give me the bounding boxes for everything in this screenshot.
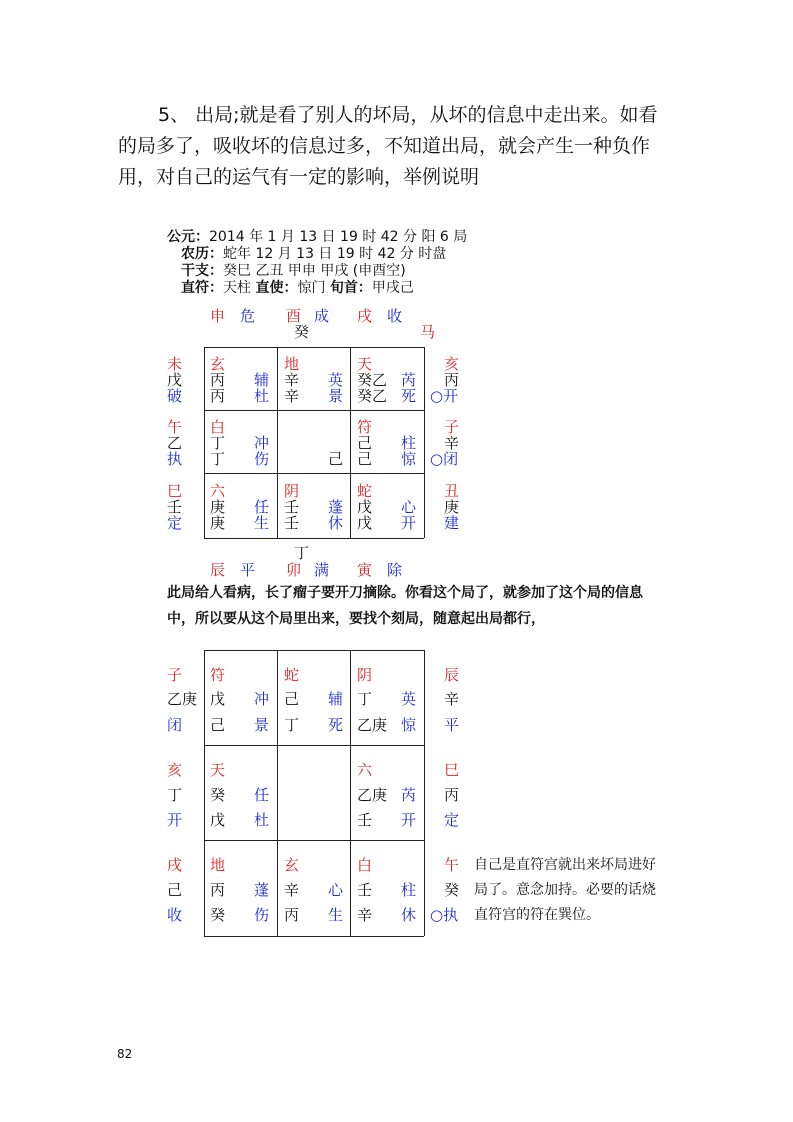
c1-r0c0-door: 杜: [254, 387, 270, 405]
c2-r0c0-deity: 符: [210, 666, 226, 684]
c1-r1c0-door: 伤: [254, 450, 270, 468]
left-stem-ren: 壬: [167, 498, 183, 516]
c1-r2c2-door: 开: [401, 514, 417, 532]
c2-left-stem-ding: 丁: [167, 786, 183, 804]
c2-left-officer-kai: 开: [167, 811, 183, 829]
c1-r1c0-deity: 白: [210, 418, 226, 436]
left-stem-yi: 乙: [167, 434, 183, 452]
c1-r1c2-deity: 符: [357, 418, 373, 436]
c1-r1c2-door: 惊: [401, 450, 417, 468]
top-branch-shen: 申: [210, 307, 226, 325]
c2-right-branch-chen: 辰: [444, 666, 460, 684]
c1-r2c2-deity: 蛇: [357, 482, 373, 500]
c2-r0c1-stem2: 丁: [284, 716, 300, 734]
paragraph-line-3: 用，对自己的运气有一定的影响，举例说明: [118, 166, 480, 188]
c1-r2c1-stem2: 壬: [284, 514, 300, 532]
c2-r0c2-door: 惊: [401, 716, 417, 734]
c2-r0c0-door: 景: [254, 716, 270, 734]
c2-r1c2-door: 开: [401, 811, 417, 829]
c2-r0c2-deity: 阴: [357, 666, 373, 684]
c1-r2c1-star: 蓬: [328, 498, 344, 516]
c2-r2c2-stem1: 壬: [357, 881, 373, 899]
top-branch-you: 酉: [286, 307, 302, 325]
gongyuan-label: 公元：: [167, 229, 209, 245]
top-officer-shou: 收: [387, 307, 403, 325]
ganzhi-label: 干支：: [181, 263, 223, 279]
c1-r0c0-star: 辅: [254, 371, 270, 389]
top-officer-cheng: 成: [314, 307, 330, 325]
c2-r0c0-stem2: 己: [210, 716, 226, 734]
right-branch-zi: 子: [444, 418, 460, 436]
horse-marker: 马: [420, 323, 436, 341]
zhishi-label: 直使：: [255, 280, 298, 296]
c2-left-branch-hai: 亥: [167, 761, 183, 779]
c2-left-officer-bi: 闭: [167, 716, 183, 734]
c2-r2c1-door: 生: [328, 906, 344, 924]
c1-r2c0-star: 任: [254, 498, 270, 516]
c2-r1c0-deity: 天: [210, 761, 226, 779]
c2-r1c0-star: 任: [254, 786, 270, 804]
right-stem-geng: 庚: [444, 498, 460, 516]
c2-r2c0-stem2: 癸: [210, 906, 226, 924]
bottom-branch-mao: 卯: [286, 561, 302, 579]
c2-r0c0-stem1: 戊: [210, 690, 226, 708]
c2-right-branch-si: 巳: [444, 761, 460, 779]
c2-r1c0-stem2: 戊: [210, 811, 226, 829]
left-officer-po: 破: [167, 387, 183, 405]
c2-r0c2-stem2: 乙庚: [357, 716, 388, 734]
nongli-line: [181, 246, 446, 263]
left-officer-zhi: 执: [167, 450, 183, 468]
c2-r2c2-deity: 白: [357, 856, 373, 874]
c2-right-stem-gui: 癸: [444, 881, 460, 899]
right-officer-bi: ○闭: [430, 450, 459, 468]
c2-r2c0-deity: 地: [210, 856, 226, 874]
c1-r0c2-door: 死: [401, 387, 417, 405]
c1-r1c2-stem2: 己: [357, 450, 373, 468]
c2-left-stem-ji: 己: [167, 881, 183, 899]
c2-r2c0-door: 伤: [254, 906, 270, 924]
c2-r0c0-star: 冲: [254, 690, 270, 708]
paragraph-line-2: 的局多了，吸收坏的信息过多，不知道出局，就会产生一种负作: [118, 135, 651, 157]
c1-r2c0-deity: 六: [210, 482, 226, 500]
bottom-extra-ding: 丁: [294, 544, 310, 562]
c1-r0c1-star: 英: [328, 371, 344, 389]
c1-r0c1-door: 景: [328, 387, 344, 405]
c1-r1c1-center-stem: 己: [328, 450, 344, 468]
c1-r0c1-stem2: 辛: [284, 387, 300, 405]
c1-r1c0-star: 冲: [254, 434, 270, 452]
c2-left-officer-shou: 收: [167, 906, 183, 924]
top-officer-wei: 危: [240, 307, 256, 325]
gongyuan-line: [167, 229, 467, 246]
bold-text-line-1: 此局给人看病，长了瘤子要开刀摘除。你看这个局了，就参加了这个局的信息: [167, 585, 643, 601]
c1-r2c0-door: 生: [254, 514, 270, 532]
c2-r1c2-deity: 六: [357, 761, 373, 779]
c1-r1c2-stem1: 己: [357, 434, 373, 452]
c1-r0c1-stem1: 辛: [284, 371, 300, 389]
top-branch-xu: 戌: [357, 307, 373, 325]
c2-r2c2-door: 休: [401, 906, 417, 924]
c2-r1c2-stem1: 乙庚: [357, 786, 388, 804]
c2-r2c2-star: 柱: [401, 881, 417, 899]
paragraph-line-1: 5、 出局;就是看了别人的坏局，从坏的信息中走出来。如看: [158, 104, 658, 126]
nongli-value: 蛇年 12 月 13 日 19 时 42 分 时盘: [223, 246, 447, 262]
xunshou-value: 甲戌己: [371, 280, 414, 296]
zhifu-line: [181, 280, 414, 297]
c2-r1c0-door: 杜: [254, 811, 270, 829]
left-officer-ding: 定: [167, 514, 183, 532]
c1-r0c2-star: 芮: [401, 371, 417, 389]
c1-r0c2-stem1: 癸乙: [357, 371, 388, 389]
c2-left-branch-xu: 戌: [167, 856, 183, 874]
page-number: 82: [117, 1047, 133, 1061]
c1-r0c0-deity: 玄: [210, 355, 226, 373]
c2-r0c1-door: 死: [328, 716, 344, 734]
right-stem-bing: 丙: [444, 371, 460, 389]
left-branch-wu: 午: [167, 418, 183, 436]
bold-text-line-2: 中，所以要从这个局里出来，要找个刻局，随意起出局都行，: [167, 611, 545, 627]
c2-left-branch-zi: 子: [167, 666, 183, 684]
c1-r2c2-star: 心: [401, 498, 417, 516]
c2-right-branch-wu: 午: [444, 856, 460, 874]
c1-r2c1-deity: 阴: [284, 482, 300, 500]
right-officer-kai: ○开: [430, 387, 459, 405]
bottom-officer-ping: 平: [240, 561, 256, 579]
right-branch-chou: 丑: [444, 482, 460, 500]
c1-r2c0-stem2: 庚: [210, 514, 226, 532]
c1-r2c1-stem1: 壬: [284, 498, 300, 516]
c1-r0c1-deity: 地: [284, 355, 300, 373]
bottom-officer-man: 满: [314, 561, 330, 579]
bottom-branch-yin: 寅: [357, 561, 373, 579]
c1-r2c0-stem1: 庚: [210, 498, 226, 516]
c2-r0c1-star: 辅: [328, 690, 344, 708]
c2-r0c2-star: 英: [401, 690, 417, 708]
bottom-officer-chu: 除: [387, 561, 403, 579]
bottom-branch-chen: 辰: [210, 561, 226, 579]
zhifu-value: 天柱: [223, 280, 256, 296]
c1-r0c2-stem2: 癸乙: [357, 387, 388, 405]
c2-r0c1-stem1: 己: [284, 690, 300, 708]
c2-right-officer-ping: 平: [444, 716, 460, 734]
c2-r2c1-deity: 玄: [284, 856, 300, 874]
zhifu-label: 直符：: [181, 280, 223, 296]
c2-r2c2-stem2: 辛: [357, 906, 373, 924]
c2-r1c0-stem1: 癸: [210, 786, 226, 804]
side-note-line-2: 局了。意念加持。必要的话烧: [474, 882, 656, 898]
c2-r2c0-star: 蓬: [254, 881, 270, 899]
c2-right-stem-xin: 辛: [444, 690, 460, 708]
c2-right-stem-bing: 丙: [444, 786, 460, 804]
c2-r2c1-star: 心: [328, 881, 344, 899]
c1-r1c0-stem1: 丁: [210, 434, 226, 452]
c1-r2c2-stem2: 戊: [357, 514, 373, 532]
xunshou-label: 旬首：: [329, 280, 372, 296]
top-extra-gui: 癸: [294, 323, 310, 341]
right-branch-hai: 亥: [444, 355, 460, 373]
right-officer-jian: 建: [444, 514, 460, 532]
zhishi-value: 惊门: [297, 280, 330, 296]
c2-r0c2-stem1: 丁: [357, 690, 373, 708]
c2-right-officer-ding: 定: [444, 811, 460, 829]
ganzhi-line: [181, 263, 406, 280]
left-branch-si: 巳: [167, 482, 183, 500]
nongli-label: 农历：: [181, 246, 223, 262]
c2-left-stem-yigeng: 乙庚: [167, 690, 198, 708]
c2-r1c2-star: 芮: [401, 786, 417, 804]
c1-r1c0-stem2: 丁: [210, 450, 226, 468]
c2-right-officer-zhi: ○执: [430, 906, 459, 924]
c2-r1c2-stem2: 壬: [357, 811, 373, 829]
c1-r0c0-stem2: 丙: [210, 387, 226, 405]
left-stem-wu: 戊: [167, 371, 183, 389]
c1-r2c1-door: 休: [328, 514, 344, 532]
c2-r2c0-stem1: 丙: [210, 881, 226, 899]
right-stem-xin: 辛: [444, 434, 460, 452]
c1-r1c2-star: 柱: [401, 434, 417, 452]
c2-r0c1-deity: 蛇: [284, 666, 300, 684]
c1-r0c0-stem1: 丙: [210, 371, 226, 389]
side-note-line-3: 直符宫的符在巽位。: [474, 907, 600, 923]
c1-r0c2-deity: 天: [357, 355, 373, 373]
ganzhi-value: 癸巳 乙丑 甲申 甲戌 (申酉空): [223, 263, 406, 279]
side-note-line-1: 自己是直符宫就出来坏局进好: [474, 857, 656, 873]
c1-r2c2-stem1: 戊: [357, 498, 373, 516]
gongyuan-value: 2014 年 1 月 13 日 19 时 42 分 阳 6 局: [209, 229, 468, 245]
c2-r2c1-stem1: 辛: [284, 881, 300, 899]
c2-r2c1-stem2: 丙: [284, 906, 300, 924]
left-branch-wei: 未: [167, 355, 183, 373]
